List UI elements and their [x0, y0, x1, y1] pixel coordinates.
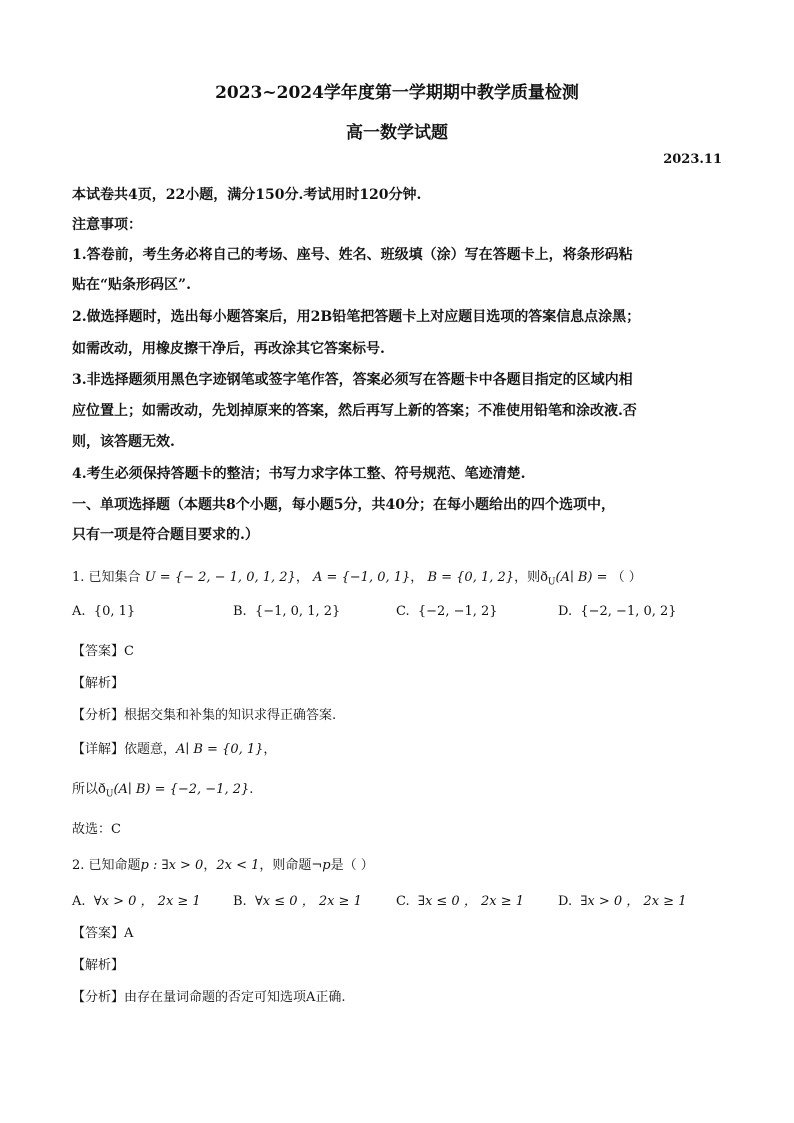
- q1-conclusion: [72, 778, 253, 800]
- q1-complement-symbol: ð: [540, 570, 548, 585]
- q1-xiangjie-tag: 【详解】: [72, 742, 125, 757]
- q1-so-symbol: ð: [98, 782, 106, 797]
- q2-answer-value: A: [124, 926, 134, 941]
- q2-option-a-value: ∀x > 0 ， 2x ≥ 1: [93, 894, 201, 909]
- q1-option-b-label: B.: [233, 604, 247, 619]
- q2-stem-math2: 2x < 1: [216, 858, 260, 873]
- q2-option-c: [396, 890, 524, 909]
- q1-set-u: U = {− 2, − 1, 0, 1, 2}: [144, 570, 296, 585]
- q1-option-d: [558, 604, 677, 619]
- q1-expression: (A∣ B) =: [555, 570, 608, 585]
- q1-option-d-value: {−2, −1, 0, 2}: [580, 604, 677, 619]
- q1-fenxi: [72, 704, 336, 723]
- q1-analysis-tag: 【解析】: [72, 676, 125, 691]
- q2-analysis-tag: 【解析】: [72, 958, 125, 973]
- page-title: 2023~2024学年度第一学期期中教学质量检测: [215, 83, 579, 103]
- q1-option-a: [72, 604, 135, 619]
- q2-option-b-label: B.: [233, 894, 247, 909]
- q1-answer: [72, 640, 134, 659]
- q1-xiangjie-text: 依题意，: [124, 742, 177, 757]
- q1-option-b-value: {−1, 0, 1, 2}: [254, 604, 341, 619]
- q2-answer: [72, 922, 133, 941]
- q2-option-c-value: ∃x ≤ 0 ， 2x ≥ 1: [417, 894, 524, 909]
- q2-option-b: [233, 890, 362, 909]
- q2-stem-b: ，: [203, 858, 217, 873]
- q2-option-d-value: ∃x > 0 ， 2x ≥ 1: [580, 894, 687, 909]
- q1-option-a-label: A.: [72, 604, 86, 619]
- q1-answer-blank: （ ）: [611, 570, 642, 585]
- q1-option-b: [233, 604, 340, 619]
- note-1-line-a: 1.答卷前，考生务必将自己的考场、座号、姓名、班级填（涂）写在答题卡上，将条形码粘: [72, 247, 633, 263]
- q1-set-a: A = {−1, 0, 1}: [312, 570, 411, 585]
- q1-fenxi-tag: 【分析】: [72, 708, 125, 723]
- q1-option-c: [396, 604, 498, 619]
- q1-set-b: B = {0, 1, 2}: [427, 570, 515, 585]
- section-heading-line-a: 一、单项选择题（本题共8个小题，每小题5分，共40分；在每小题给出的四个选项中，: [72, 497, 615, 513]
- q1-stem-then: ，则: [514, 570, 541, 585]
- note-3-line-b: 应位置上；如需改动，先划掉原来的答案，然后再写上新的答案；不准使用铅笔和涂改液.否: [72, 403, 637, 419]
- q1-choose: 故选：C: [72, 822, 121, 837]
- note-4: 4.考生必须保持答题卡的整洁；书写力求字体工整、符号规范、笔迹清楚.: [72, 466, 526, 482]
- note-3-line-a: 3.非选择题须用黑色字迹钢笔或签字笔作答，答案必须写在答题卡中各题目指定的区域内相: [72, 372, 633, 388]
- note-2-line-b: 如需改动，用橡皮擦干净后，再改涂其它答案标号.: [72, 341, 385, 357]
- q2-option-a-label: A.: [72, 894, 86, 909]
- q2-fenxi: [72, 986, 346, 1005]
- section-heading-line-b: 只有一项是符合题目要求的.）: [72, 527, 259, 543]
- q1-so-sub: U: [105, 789, 114, 800]
- q2-option-a: [72, 890, 201, 909]
- q2-option-b-value: ∀x ≤ 0 ， 2x ≥ 1: [254, 894, 362, 909]
- q1-xiangjie-math: A∣ B = {0, 1}: [176, 742, 264, 757]
- q1-answer-tag: 【答案】: [72, 644, 125, 659]
- q2-fenxi-tag: 【分析】: [72, 990, 125, 1005]
- q1-xiangjie-end: ，: [263, 742, 277, 757]
- q2-option-d: [558, 890, 686, 909]
- q2-fenxi-text: 由存在量词命题的否定可知选项A正确.: [124, 990, 346, 1005]
- q1-option-d-label: D.: [558, 604, 573, 619]
- q1-option-c-value: {−2, −1, 2}: [417, 604, 498, 619]
- note-2-line-a: 2.做选择题时，选出每小题答案后，用2B铅笔把答题卡上对应题目选项的答案信息点涂黑；: [72, 309, 641, 325]
- q1-so-end: .: [249, 782, 254, 797]
- q2-answer-tag: 【答案】: [72, 926, 125, 941]
- q2-stem-math3: ¬p: [311, 858, 331, 873]
- page-subtitle: 高一数学试题: [346, 123, 448, 143]
- q1-so-text: 所以: [72, 782, 99, 797]
- q1-option-c-label: C.: [396, 604, 410, 619]
- q2-stem-d: 是（ ）: [330, 858, 374, 873]
- q1-xiangjie: [72, 738, 276, 757]
- q1-so-math: (A∣ B) = {−2, −1, 2}: [113, 782, 250, 797]
- q1-stem: 1. 已知集合 U = {− 2, − 1, 0, 1, 2}， A = {−1, 0, 1}， B = {0, 1, 2}，则$ð_U(A∣$ B) = （ ）: [72, 570, 642, 588]
- q2-option-d-label: D.: [558, 894, 573, 909]
- q1-fenxi-text: 根据交集和补集的知识求得正确答案.: [124, 708, 337, 723]
- note-1-line-b: 贴在“贴条形码区”.: [72, 277, 191, 293]
- q2-stem-c: ，则命题: [259, 858, 312, 873]
- exam-date: 2023.11: [663, 152, 722, 167]
- note-3-line-c: 则，该答题无效.: [72, 434, 175, 450]
- q1-option-a-value: {0, 1}: [93, 604, 136, 619]
- q2-stem: [72, 854, 374, 873]
- q1-complement-sub: U: [547, 577, 556, 588]
- exam-info-line: 本试卷共4页，22小题，满分150分.考试用时120分钟.: [72, 187, 422, 203]
- notes-title: 注意事项：: [72, 217, 142, 233]
- q1-answer-value: C: [124, 644, 134, 659]
- q2-option-c-label: C.: [396, 894, 410, 909]
- q1-stem-prefix: 1. 已知集合: [72, 570, 141, 585]
- q2-stem-a: 2. 已知命题: [72, 858, 141, 873]
- q2-stem-math: p : ∃x > 0: [140, 858, 204, 873]
